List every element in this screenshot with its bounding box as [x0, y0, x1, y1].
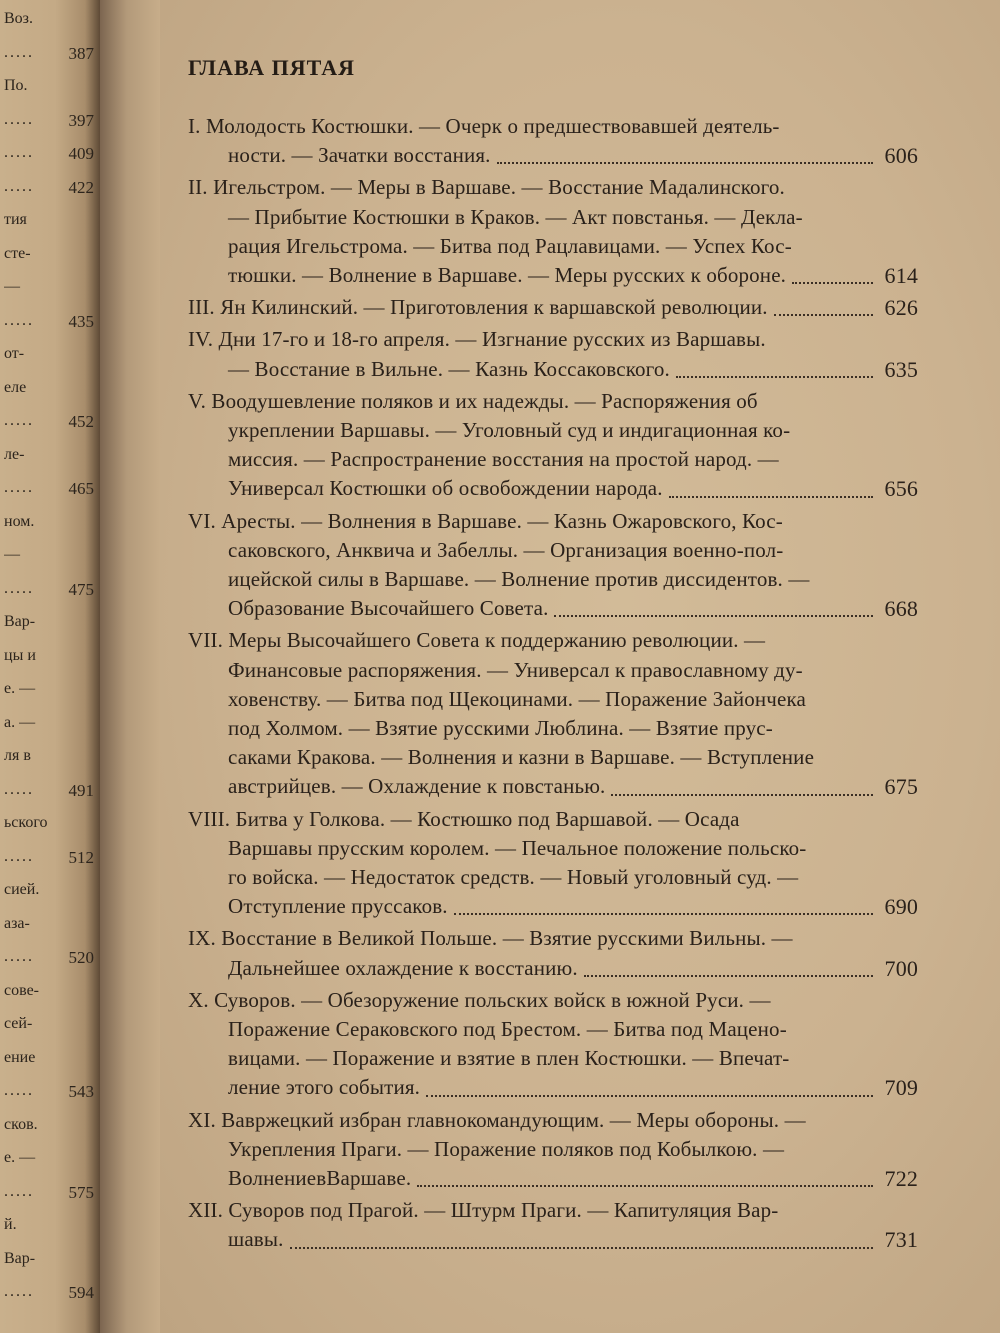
- toc-entry: [188, 112, 918, 170]
- facing-page-fragment: Вар-: [4, 1249, 36, 1267]
- leader-dots: [454, 910, 873, 915]
- toc-entry-line: [188, 293, 918, 322]
- toc-entry-text: III. Ян Килинский. — Приготовления к варшавской революции.: [188, 295, 768, 320]
- facing-page-fragment: еле: [4, 378, 27, 396]
- facing-page-line: [4, 580, 96, 606]
- toc-entry-line: [188, 112, 918, 141]
- facing-page-fragment: ьского: [4, 814, 48, 831]
- toc-entry-line: [188, 203, 918, 232]
- toc-entry-text: IX. Восстание в Великой Польше. — Взятие русскими Вильны. —: [188, 926, 793, 951]
- facing-page-line: [4, 312, 96, 338]
- toc-entry-line: [188, 1106, 918, 1135]
- toc-entry-line: [188, 594, 918, 623]
- facing-page-line: [4, 77, 96, 103]
- facing-page-line: [4, 412, 96, 438]
- toc-entry-text: саковского, Анквича и Забеллы. — Организация военно-пол-: [228, 537, 784, 562]
- toc-entry-line: [188, 805, 918, 834]
- facing-page-number: 520: [68, 948, 94, 967]
- toc-entry-text: ности. — Зачатки восстания.: [228, 143, 491, 168]
- facing-page-line: [4, 814, 96, 840]
- toc-entry-text: ВолнениевВаршаве.: [228, 1165, 412, 1190]
- toc-entry-line: [188, 536, 918, 565]
- toc-entry-text: XII. Суворов под Прагой. — Штурм Праги. — Капитуляция Вар-: [188, 1198, 779, 1223]
- toc-entry-text: VI. Аресты. — Волнения в Варшаве. — Казнь Ожаровского, Кос-: [188, 508, 783, 533]
- facing-page-leader-dots: .....: [4, 1182, 34, 1200]
- toc-entry-line: [188, 863, 918, 892]
- facing-page-leader-dots: .....: [4, 110, 34, 128]
- toc-entry-text: XI. Вавржецкий избран главнокомандующим. — Меры обороны. —: [188, 1107, 806, 1132]
- toc-entry-text: Укрепления Праги. — Поражение поляков под Кобылкою. —: [228, 1136, 785, 1161]
- toc-entry-line: [188, 173, 918, 202]
- facing-page-fragment: е. —: [4, 1149, 36, 1166]
- toc-entry-text: X. Суворов. — Обезоружение польских войск в южной Руси. —: [188, 987, 771, 1012]
- toc-entry-line: [188, 1135, 918, 1164]
- facing-page-line: [4, 446, 96, 472]
- toc-entry-text: укреплении Варшавы. — Уголовный суд и индигационная ко-: [228, 417, 791, 442]
- toc-entry-text: — Восстание в Вильне. — Казнь Коссаковского.: [228, 356, 670, 381]
- toc-entry-line: [188, 1196, 918, 1225]
- facing-page-line: [4, 10, 96, 36]
- facing-page-line: [4, 848, 96, 874]
- toc-entry-line: [188, 656, 918, 685]
- facing-page-line: [4, 178, 96, 204]
- facing-page-fragment: от-: [4, 345, 25, 362]
- toc-page-number: 731: [884, 1227, 918, 1253]
- facing-page-number: 475: [68, 579, 94, 599]
- facing-page-fragment: сией.: [4, 881, 40, 898]
- facing-page-number: 575: [68, 1182, 94, 1202]
- leader-dots: [497, 159, 873, 164]
- toc-page-number: 668: [884, 596, 918, 622]
- facing-page-number: 512: [68, 847, 94, 867]
- toc-entry-line: [188, 1164, 918, 1193]
- facing-page-leader-dots: .....: [4, 177, 34, 195]
- facing-page-leader-dots: .....: [4, 144, 34, 161]
- toc-entry: [188, 325, 918, 383]
- facing-page-fragment: —: [4, 278, 20, 295]
- facing-page-line: [4, 613, 96, 639]
- facing-page-line: [4, 1082, 96, 1108]
- facing-page-fragment: ля в: [4, 747, 31, 764]
- facing-page-line: [4, 1049, 96, 1075]
- toc-entry-line: [188, 1015, 918, 1044]
- toc-entry-line: [188, 834, 918, 863]
- facing-page-leader-dots: .....: [4, 1283, 34, 1300]
- toc-entry-text: саками Кракова. — Волнения и казни в Варшаве. — Вступление: [228, 745, 815, 770]
- toc-page-number: 606: [884, 143, 918, 169]
- facing-page-line: [4, 680, 96, 706]
- toc-entry-text: Образование Высочайшего Совета.: [228, 596, 549, 621]
- toc-entry-text: шавы.: [228, 1227, 284, 1252]
- toc-entry-text: VII. Меры Высочайшего Совета к поддержанию революции. —: [188, 628, 766, 653]
- toc-entry-text: V. Воодушевление поляков и их надежды. — Распоряжения об: [188, 388, 758, 413]
- facing-page-line: [4, 379, 96, 405]
- leader-dots: [774, 311, 873, 316]
- toc-entry-line: [188, 355, 918, 384]
- toc-entry-text: миссия. — Распространение восстания на простой народ. —: [228, 447, 779, 472]
- toc-entry-text: австрийцев. — Охлаждение к повстанью.: [228, 774, 606, 799]
- facing-page-fragment: ле-: [4, 445, 25, 463]
- facing-page-line: [4, 948, 96, 974]
- toc-entry: [188, 173, 918, 290]
- facing-page-line: [4, 245, 96, 271]
- facing-page-leader-dots: .....: [4, 479, 34, 496]
- facing-page-leader-dots: .....: [4, 412, 34, 429]
- toc-entry-text: Поражение Сераковского под Брестом. — Битва под Мацено-: [228, 1016, 787, 1041]
- facing-page-leader-dots: .....: [4, 780, 34, 798]
- toc-entry-line: [188, 743, 918, 772]
- toc-entry-line: [188, 325, 918, 354]
- toc-entry: [188, 924, 918, 982]
- toc-entry: [188, 1106, 918, 1194]
- facing-page-line: [4, 747, 96, 773]
- facing-page-number: 465: [68, 479, 94, 498]
- facing-page-number: 387: [68, 43, 94, 63]
- toc-entry-line: [188, 892, 918, 921]
- toc-entry-line: [188, 626, 918, 655]
- facing-page-line: [4, 881, 96, 907]
- leader-dots: [554, 612, 873, 617]
- facing-page-line: [4, 714, 96, 740]
- toc-page-number: 722: [884, 1165, 918, 1191]
- facing-page-line: [4, 1183, 96, 1209]
- facing-page-leader-dots: .....: [4, 579, 34, 597]
- facing-page-leader-dots: .....: [4, 311, 34, 329]
- toc-entry-text: I. Молодость Костюшки. — Очерк о предшествовавшей деятель-: [188, 114, 780, 138]
- facing-page-line: [4, 144, 96, 170]
- facing-page-line: [4, 1015, 96, 1041]
- facing-page-number: 452: [68, 412, 94, 431]
- toc-entry-text: II. Игельстром. — Меры в Варшаве. — Восстание Мадалинского.: [188, 175, 785, 200]
- toc-entry-text: IV. Дни 17-го и 18-го апреля. — Изгнание русских из Варшавы.: [188, 327, 766, 352]
- facing-page-leader-dots: .....: [4, 847, 34, 865]
- facing-page-line: [4, 1283, 96, 1309]
- facing-page-line: [4, 479, 96, 505]
- facing-page-fragment: ном.: [4, 512, 35, 530]
- toc-entry-line: [188, 1225, 918, 1254]
- toc-entry: [188, 986, 918, 1103]
- facing-page-line: [4, 1216, 96, 1242]
- facing-page-line: [4, 1149, 96, 1175]
- toc-entry-line: [188, 261, 918, 290]
- facing-page-leader-dots: .....: [4, 1082, 34, 1099]
- toc-entry-text: ление этого события.: [228, 1075, 421, 1100]
- toc-entry-text: ховенству. — Битва под Щекоцинами. — Поражение Зайончека: [228, 686, 806, 711]
- toc-entry: [188, 507, 918, 624]
- toc-entry-text: VIII. Битва у Голкова. — Костюшко под Варшавой. — Осада: [188, 806, 740, 831]
- facing-page-fragment: По.: [4, 77, 28, 94]
- toc-entry: [188, 805, 918, 922]
- toc-entry: [188, 387, 918, 504]
- toc-page-number: 635: [884, 356, 918, 382]
- facing-page-number: 435: [68, 311, 94, 331]
- leader-dots: [290, 1244, 873, 1249]
- facing-page-fragment: сков.: [4, 1115, 38, 1133]
- toc-entry: [188, 1196, 918, 1254]
- facing-page-fragment: й.: [4, 1216, 17, 1233]
- facing-page-fragment: ение: [4, 1048, 36, 1066]
- facing-page-fragment: —: [4, 546, 20, 563]
- facing-page-line: [4, 111, 96, 137]
- toc-entry-line: [188, 387, 918, 416]
- leader-dots: [676, 373, 873, 378]
- facing-page-line: [4, 345, 96, 371]
- toc-entry-text: Финансовые распоряжения. — Универсал к православному ду-: [228, 657, 803, 682]
- facing-page-fragment: сове-: [4, 981, 39, 999]
- leader-dots: [426, 1092, 873, 1097]
- leader-dots: [792, 279, 873, 284]
- toc-entry-line: [188, 141, 918, 170]
- chapter-title: ГЛАВА ПЯТАЯ: [188, 55, 355, 80]
- toc-entry-line: [188, 685, 918, 714]
- toc-entry-text: Варшавы прусским королем. — Печальное положение польско-: [228, 835, 807, 860]
- toc-entry-text: Отступление пруссаков.: [228, 894, 448, 919]
- book-gutter: [100, 0, 160, 1333]
- toc-entry-line: [188, 507, 918, 536]
- facing-page-line: [4, 781, 96, 807]
- toc-entry-text: тюшки. — Волнение в Варшаве. — Меры русских к обороне.: [228, 262, 787, 287]
- facing-page-fragment: тия: [4, 211, 27, 228]
- toc-entry-line: [188, 565, 918, 594]
- leader-dots: [417, 1182, 873, 1187]
- toc-entry-line: [188, 1073, 918, 1102]
- toc-entry-line: [188, 714, 918, 743]
- facing-page-fragment: Вар-: [4, 613, 36, 630]
- leader-dots: [611, 791, 873, 796]
- facing-page-leader-dots: .....: [4, 43, 34, 61]
- facing-page-fragment: сте-: [4, 244, 31, 262]
- toc-entry: [188, 626, 918, 801]
- toc-entry-text: рация Игельстрома. — Битва под Рацлавицами. — Успех Кос-: [228, 233, 792, 258]
- leader-dots: [669, 493, 873, 498]
- facing-page-leader-dots: .....: [4, 948, 34, 965]
- leader-dots: [584, 972, 873, 977]
- toc-entry-text: — Прибытие Костюшки в Краков. — Акт повстанья. — Декла-: [228, 204, 803, 229]
- facing-page-fragment: аза-: [4, 914, 30, 932]
- toc-entry-text: Универсал Костюшки об освобождении народа.: [228, 476, 663, 501]
- toc-entry-text: вицами. — Поражение и взятие в плен Костюшки. — Впечат-: [228, 1046, 790, 1071]
- toc-entry-text: Дальнейшее охлаждение к восстанию.: [228, 955, 578, 980]
- facing-page-number: 594: [68, 1283, 94, 1302]
- toc-entry-line: [188, 416, 918, 445]
- toc-page-number: 690: [884, 894, 918, 920]
- facing-page-line: [4, 278, 96, 304]
- toc-entry-line: [188, 1044, 918, 1073]
- facing-page-line: [4, 513, 96, 539]
- facing-page-fragment: е. —: [4, 680, 36, 697]
- facing-page-line: [4, 546, 96, 572]
- toc-entry-line: [188, 445, 918, 474]
- facing-page-line: [4, 211, 96, 237]
- toc-entry-line: [188, 986, 918, 1015]
- toc-entry-line: [188, 954, 918, 983]
- facing-page-line: [4, 44, 96, 70]
- facing-page-number: 397: [68, 110, 94, 130]
- toc-entry-text: го войска. — Недостаток средств. — Новый уголовный суд. —: [228, 864, 799, 889]
- toc-entry-line: [188, 232, 918, 261]
- facing-page-fragment: цы и: [4, 646, 36, 664]
- toc-page-number: 656: [884, 476, 918, 502]
- toc-entry-text: под Холмом. — Взятие русскими Люблина. — Взятие прус-: [228, 715, 773, 740]
- facing-page-line: [4, 647, 96, 673]
- toc-entry-line: [188, 924, 918, 953]
- facing-page-fragment: а. —: [4, 713, 36, 731]
- facing-page-fragment: сей-: [4, 1015, 33, 1032]
- toc-page-number: 709: [884, 1075, 918, 1101]
- toc-page-number: 700: [884, 955, 918, 981]
- toc-entry: [188, 293, 918, 322]
- toc-page-number: 626: [884, 295, 918, 321]
- facing-page-number: 409: [68, 144, 94, 163]
- facing-page-number: 422: [68, 177, 94, 197]
- facing-page-number: 491: [68, 780, 94, 800]
- toc-entry-text: ицейской силы в Варшаве. — Волнение против диссидентов. —: [228, 566, 810, 591]
- facing-page-fragment: Воз.: [4, 10, 33, 27]
- facing-page-number: 543: [68, 1082, 94, 1101]
- facing-page-line: [4, 915, 96, 941]
- toc-page-number: 614: [884, 262, 918, 288]
- facing-page-line: [4, 1250, 96, 1276]
- toc-page-number: 675: [884, 774, 918, 800]
- facing-page: [0, 0, 100, 1333]
- toc-entry-line: [188, 772, 918, 801]
- facing-page-line: [4, 982, 96, 1008]
- toc-entry-line: [188, 474, 918, 503]
- facing-page-line: [4, 1116, 96, 1142]
